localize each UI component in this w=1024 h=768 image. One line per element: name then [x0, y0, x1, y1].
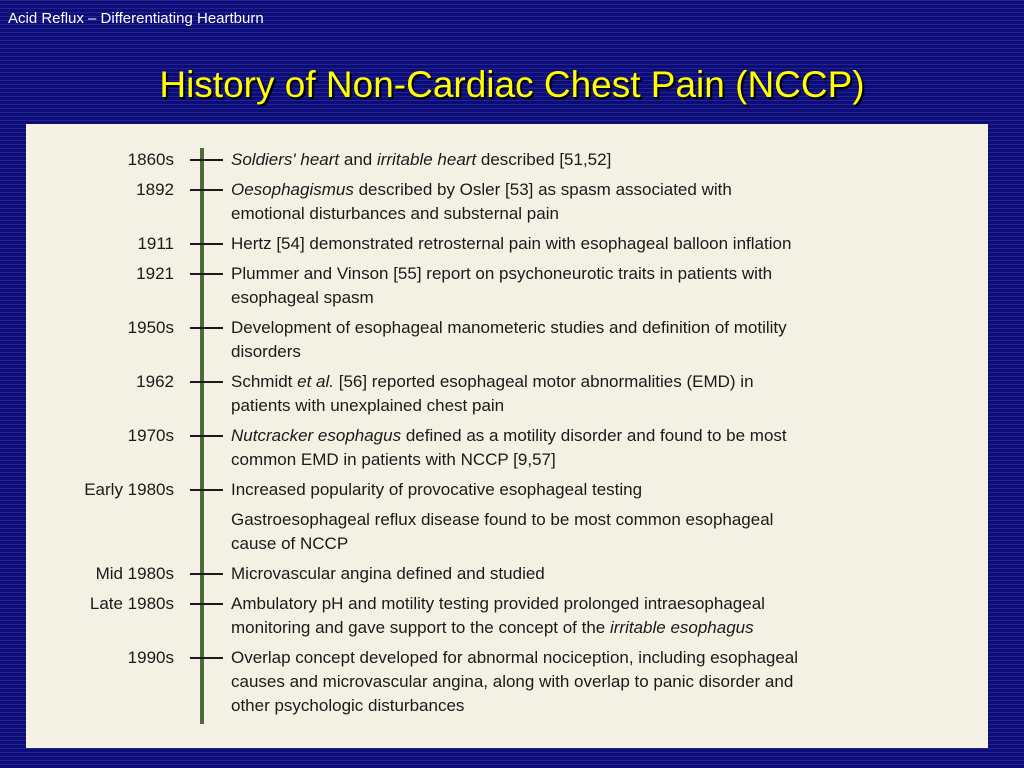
timeline-tick	[190, 603, 223, 605]
timeline-description: Development of esophageal manometeric studies and definition of motility disorders	[231, 318, 787, 361]
timeline-description: Schmidt et al. [56] reported esophageal motor abnormalities (EMD) in patients with unexplained chest pain	[231, 372, 754, 415]
timeline-tick	[190, 573, 223, 575]
header-text: Acid Reflux – Differentiating Heartburn	[8, 10, 264, 27]
timeline-tick	[190, 381, 223, 383]
timeline-tick	[190, 327, 223, 329]
timeline-description: Overlap concept developed for abnormal nociception, including esophageal causes and microvascular angina, along with overlap to panic disorder and other psychologic disturbances	[231, 648, 799, 715]
timeline-description: Hertz [54] demonstrated retrosternal pain with esophageal balloon inflation	[231, 234, 792, 253]
timeline-description: Increased popularity of provocative esophageal testing	[231, 480, 643, 499]
timeline-year: Late 1980s	[89, 594, 174, 613]
timeline-description: Oesophagismus described by Osler [53] as spasm associated with emotional disturbances and substernal pain	[231, 180, 732, 223]
timeline-year: 1921	[136, 264, 174, 283]
timeline-description: Soldiers' heart and irritable heart described [51,52]	[231, 150, 612, 169]
timeline-year: 1962	[136, 372, 174, 391]
timeline-tick	[190, 657, 223, 659]
timeline-tick	[190, 243, 223, 245]
timeline-year: Early 1980s	[84, 480, 174, 499]
timeline-panel	[26, 124, 988, 748]
timeline-tick	[190, 489, 223, 491]
timeline-year: Mid 1980s	[95, 564, 174, 583]
timeline-year: 1892	[136, 180, 174, 199]
timeline-description: Gastroesophageal reflux disease found to be most common esophageal cause of NCCP	[231, 510, 774, 553]
timeline-tick	[190, 273, 223, 275]
timeline-description: Ambulatory pH and motility testing provided prolonged intraesophageal monitoring and gave support to the concept of the irritable esophagus	[231, 594, 765, 637]
timeline-tick	[190, 189, 223, 191]
timeline-tick	[190, 435, 223, 437]
timeline-description: Plummer and Vinson [55] report on psychoneurotic traits in patients with esophageal spasm	[231, 264, 773, 307]
timeline-year: 1970s	[127, 426, 174, 445]
timeline-tick	[190, 159, 223, 161]
timeline-description: Nutcracker esophagus defined as a motility disorder and found to be most common EMD in patients with NCCP [9,57]	[231, 426, 787, 469]
timeline-year: 1950s	[127, 318, 174, 337]
timeline-description: Microvascular angina defined and studied	[231, 564, 545, 583]
slide-title: History of Non-Cardiac Chest Pain (NCCP)	[159, 64, 865, 105]
timeline-year: 1860s	[127, 150, 174, 169]
timeline-year: 1911	[137, 234, 174, 253]
timeline-year: 1990s	[127, 648, 174, 667]
